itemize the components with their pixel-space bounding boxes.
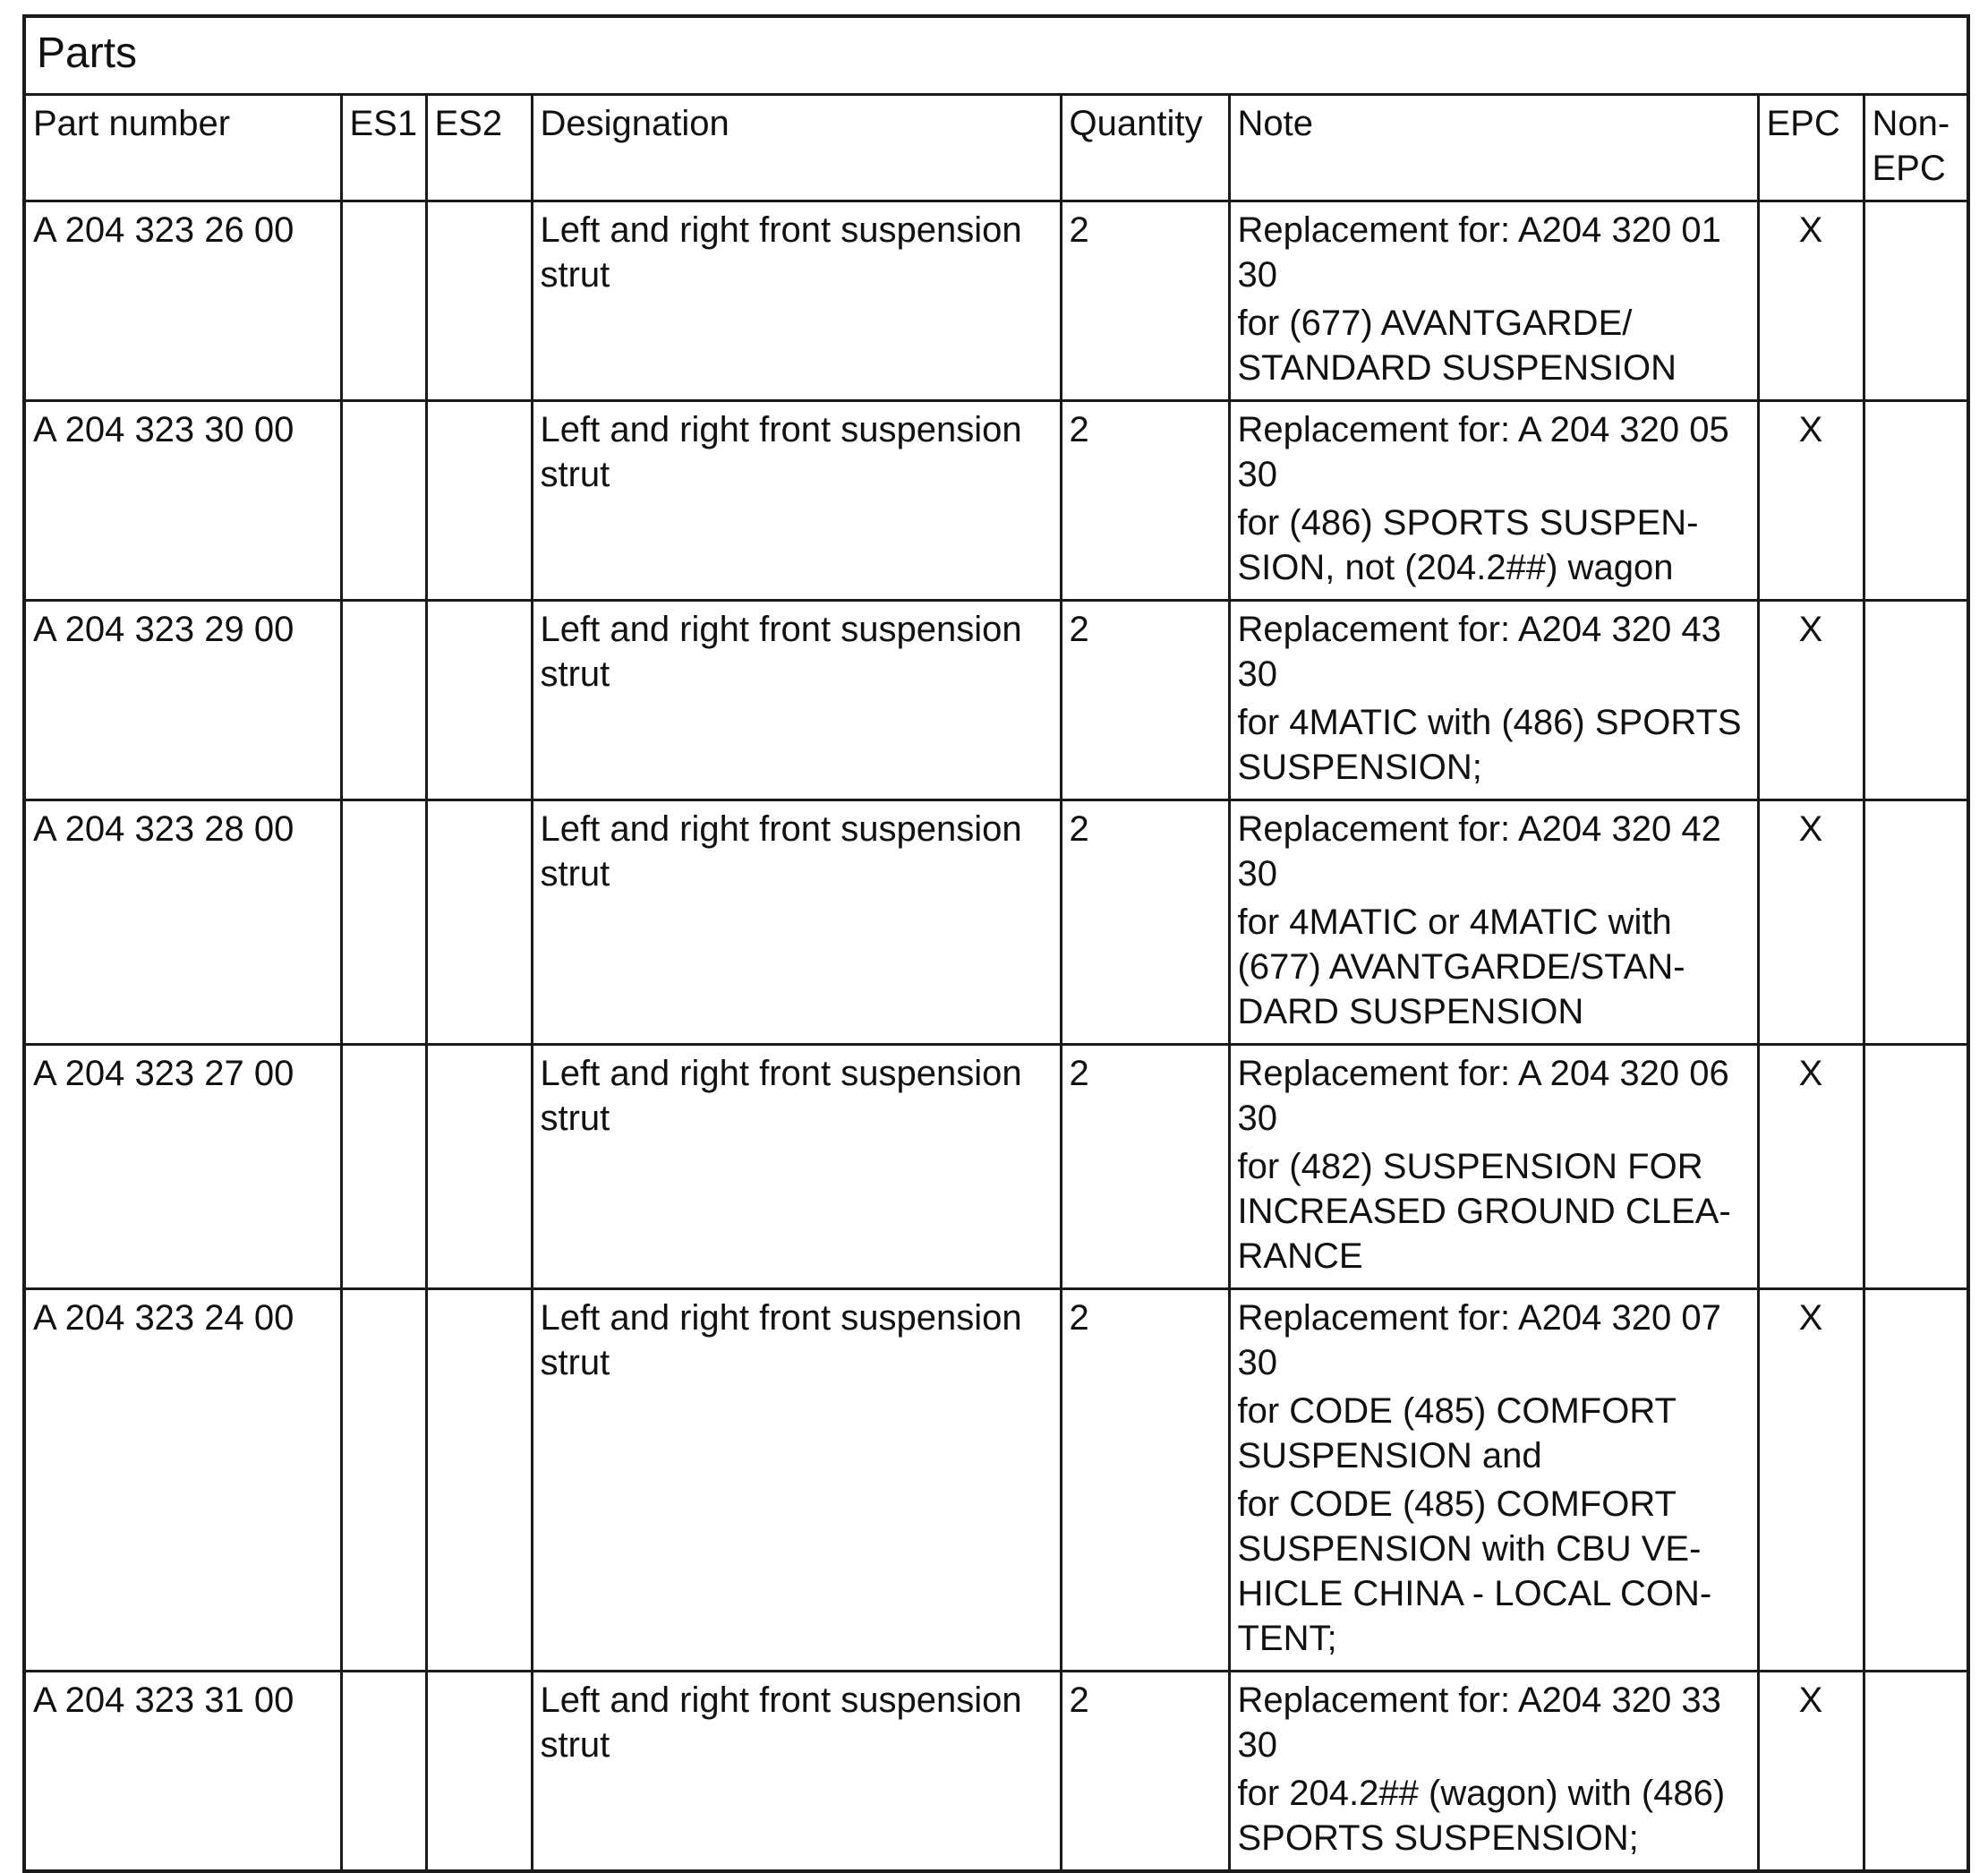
header-es2: ES2	[426, 95, 532, 201]
cell-designation: Left and right front suspension strut	[532, 800, 1061, 1045]
cell-part-number: A 204 323 30 00	[24, 401, 341, 601]
cell-designation: Left and right front suspension strut	[532, 1045, 1061, 1289]
cell-epc: X	[1758, 601, 1864, 800]
table-row	[24, 1045, 1968, 1289]
cell-non-epc	[1864, 201, 1968, 401]
cell-non-epc	[1864, 601, 1968, 800]
cell-quantity: 2	[1061, 1045, 1229, 1289]
cell-note	[1229, 1672, 1758, 1872]
cell-note	[1229, 1289, 1758, 1672]
note-line: Replacement for: A 204 320 06 30	[1237, 1054, 1729, 1138]
cell-epc: X	[1758, 1289, 1864, 1672]
header-non-epc	[1864, 95, 1968, 201]
header-es1: ES1	[341, 95, 426, 201]
note-line: for CODE (485) COMFORT SUSPENSION with CBU VE-HICLE CHINA - LOCAL CON-TENT;	[1237, 1484, 1712, 1658]
header-row	[24, 95, 1968, 201]
cell-es1	[341, 1672, 426, 1872]
cell-es1	[341, 601, 426, 800]
table-row	[24, 1672, 1968, 1872]
cell-designation: Left and right front suspension strut	[532, 1672, 1061, 1872]
cell-epc: X	[1758, 401, 1864, 601]
title-row	[24, 16, 1968, 95]
cell-part-number: A 204 323 28 00	[24, 800, 341, 1045]
cell-note	[1229, 800, 1758, 1045]
cell-part-number: A 204 323 29 00	[24, 601, 341, 800]
cell-es2	[426, 1045, 532, 1289]
parts-table	[22, 14, 1970, 1873]
cell-designation: Left and right front suspension strut	[532, 1289, 1061, 1672]
cell-non-epc	[1864, 401, 1968, 601]
note-line: for (486) SPORTS SUSPEN-SION, not (204.2##) wagon	[1237, 503, 1699, 587]
table-row	[24, 601, 1968, 800]
table-row	[24, 401, 1968, 601]
note-line: for 4MATIC with (486) SPORTS SUSPENSION;	[1237, 703, 1742, 787]
cell-epc: X	[1758, 201, 1864, 401]
cell-epc: X	[1758, 800, 1864, 1045]
header-note: Note	[1229, 95, 1758, 201]
note-line: Replacement for: A204 320 43 30	[1237, 610, 1721, 694]
cell-quantity: 2	[1061, 401, 1229, 601]
cell-part-number: A 204 323 27 00	[24, 1045, 341, 1289]
note-line: Replacement for: A204 320 42 30	[1237, 809, 1721, 894]
table-row	[24, 201, 1968, 401]
cell-quantity: 2	[1061, 601, 1229, 800]
cell-es2	[426, 1289, 532, 1672]
cell-epc: X	[1758, 1045, 1864, 1289]
note-line: Replacement for: A204 320 07 30	[1237, 1298, 1721, 1382]
table-row	[24, 1289, 1968, 1672]
header-part-number: Part number	[24, 95, 341, 201]
cell-designation: Left and right front suspension strut	[532, 401, 1061, 601]
cell-designation: Left and right front suspension strut	[532, 601, 1061, 800]
note-line: for CODE (485) COMFORT SUSPENSION and	[1237, 1391, 1677, 1475]
cell-quantity: 2	[1061, 201, 1229, 401]
cell-es1	[341, 800, 426, 1045]
cell-es1	[341, 1289, 426, 1672]
cell-note	[1229, 401, 1758, 601]
note-line: for (677) AVANTGARDE/ STANDARD SUSPENSION	[1237, 304, 1677, 388]
table-body	[24, 201, 1968, 1872]
cell-es2	[426, 201, 532, 401]
cell-es2	[426, 800, 532, 1045]
header-epc: EPC	[1758, 95, 1864, 201]
cell-note	[1229, 1045, 1758, 1289]
cell-non-epc	[1864, 1289, 1968, 1672]
cell-es2	[426, 401, 532, 601]
cell-part-number: A 204 323 26 00	[24, 201, 341, 401]
note-line: Replacement for: A204 320 33 30	[1237, 1681, 1721, 1765]
cell-non-epc	[1864, 1045, 1968, 1289]
note-line: for 4MATIC or 4MATIC with (677) AVANTGARDE/STAN-DARD SUSPENSION	[1237, 902, 1685, 1031]
note-line: Replacement for: A 204 320 05 30	[1237, 410, 1729, 494]
cell-part-number: A 204 323 31 00	[24, 1672, 341, 1872]
header-designation: Designation	[532, 95, 1061, 201]
header-quantity: Quantity	[1061, 95, 1229, 201]
table-row	[24, 800, 1968, 1045]
cell-designation: Left and right front suspension strut	[532, 201, 1061, 401]
cell-es1	[341, 201, 426, 401]
cell-es1	[341, 1045, 426, 1289]
note-line: for (482) SUSPENSION FOR INCREASED GROUND CLEA-RANCE	[1237, 1147, 1731, 1276]
cell-part-number: A 204 323 24 00	[24, 1289, 341, 1672]
cell-note	[1229, 201, 1758, 401]
cell-quantity: 2	[1061, 1672, 1229, 1872]
header-non-epc-line2: EPC	[1872, 149, 1946, 188]
cell-es2	[426, 601, 532, 800]
table-title: Parts	[24, 16, 1968, 95]
cell-non-epc	[1864, 1672, 1968, 1872]
cell-note	[1229, 601, 1758, 800]
cell-non-epc	[1864, 800, 1968, 1045]
cell-es2	[426, 1672, 532, 1872]
header-non-epc-line1: Non-	[1872, 104, 1950, 143]
cell-epc: X	[1758, 1672, 1864, 1872]
note-line: for 204.2## (wagon) with (486) SPORTS SUSPENSION;	[1237, 1774, 1726, 1858]
note-line: Replacement for: A204 320 01 30	[1237, 210, 1721, 295]
cell-quantity: 2	[1061, 800, 1229, 1045]
cell-es1	[341, 401, 426, 601]
cell-quantity: 2	[1061, 1289, 1229, 1672]
